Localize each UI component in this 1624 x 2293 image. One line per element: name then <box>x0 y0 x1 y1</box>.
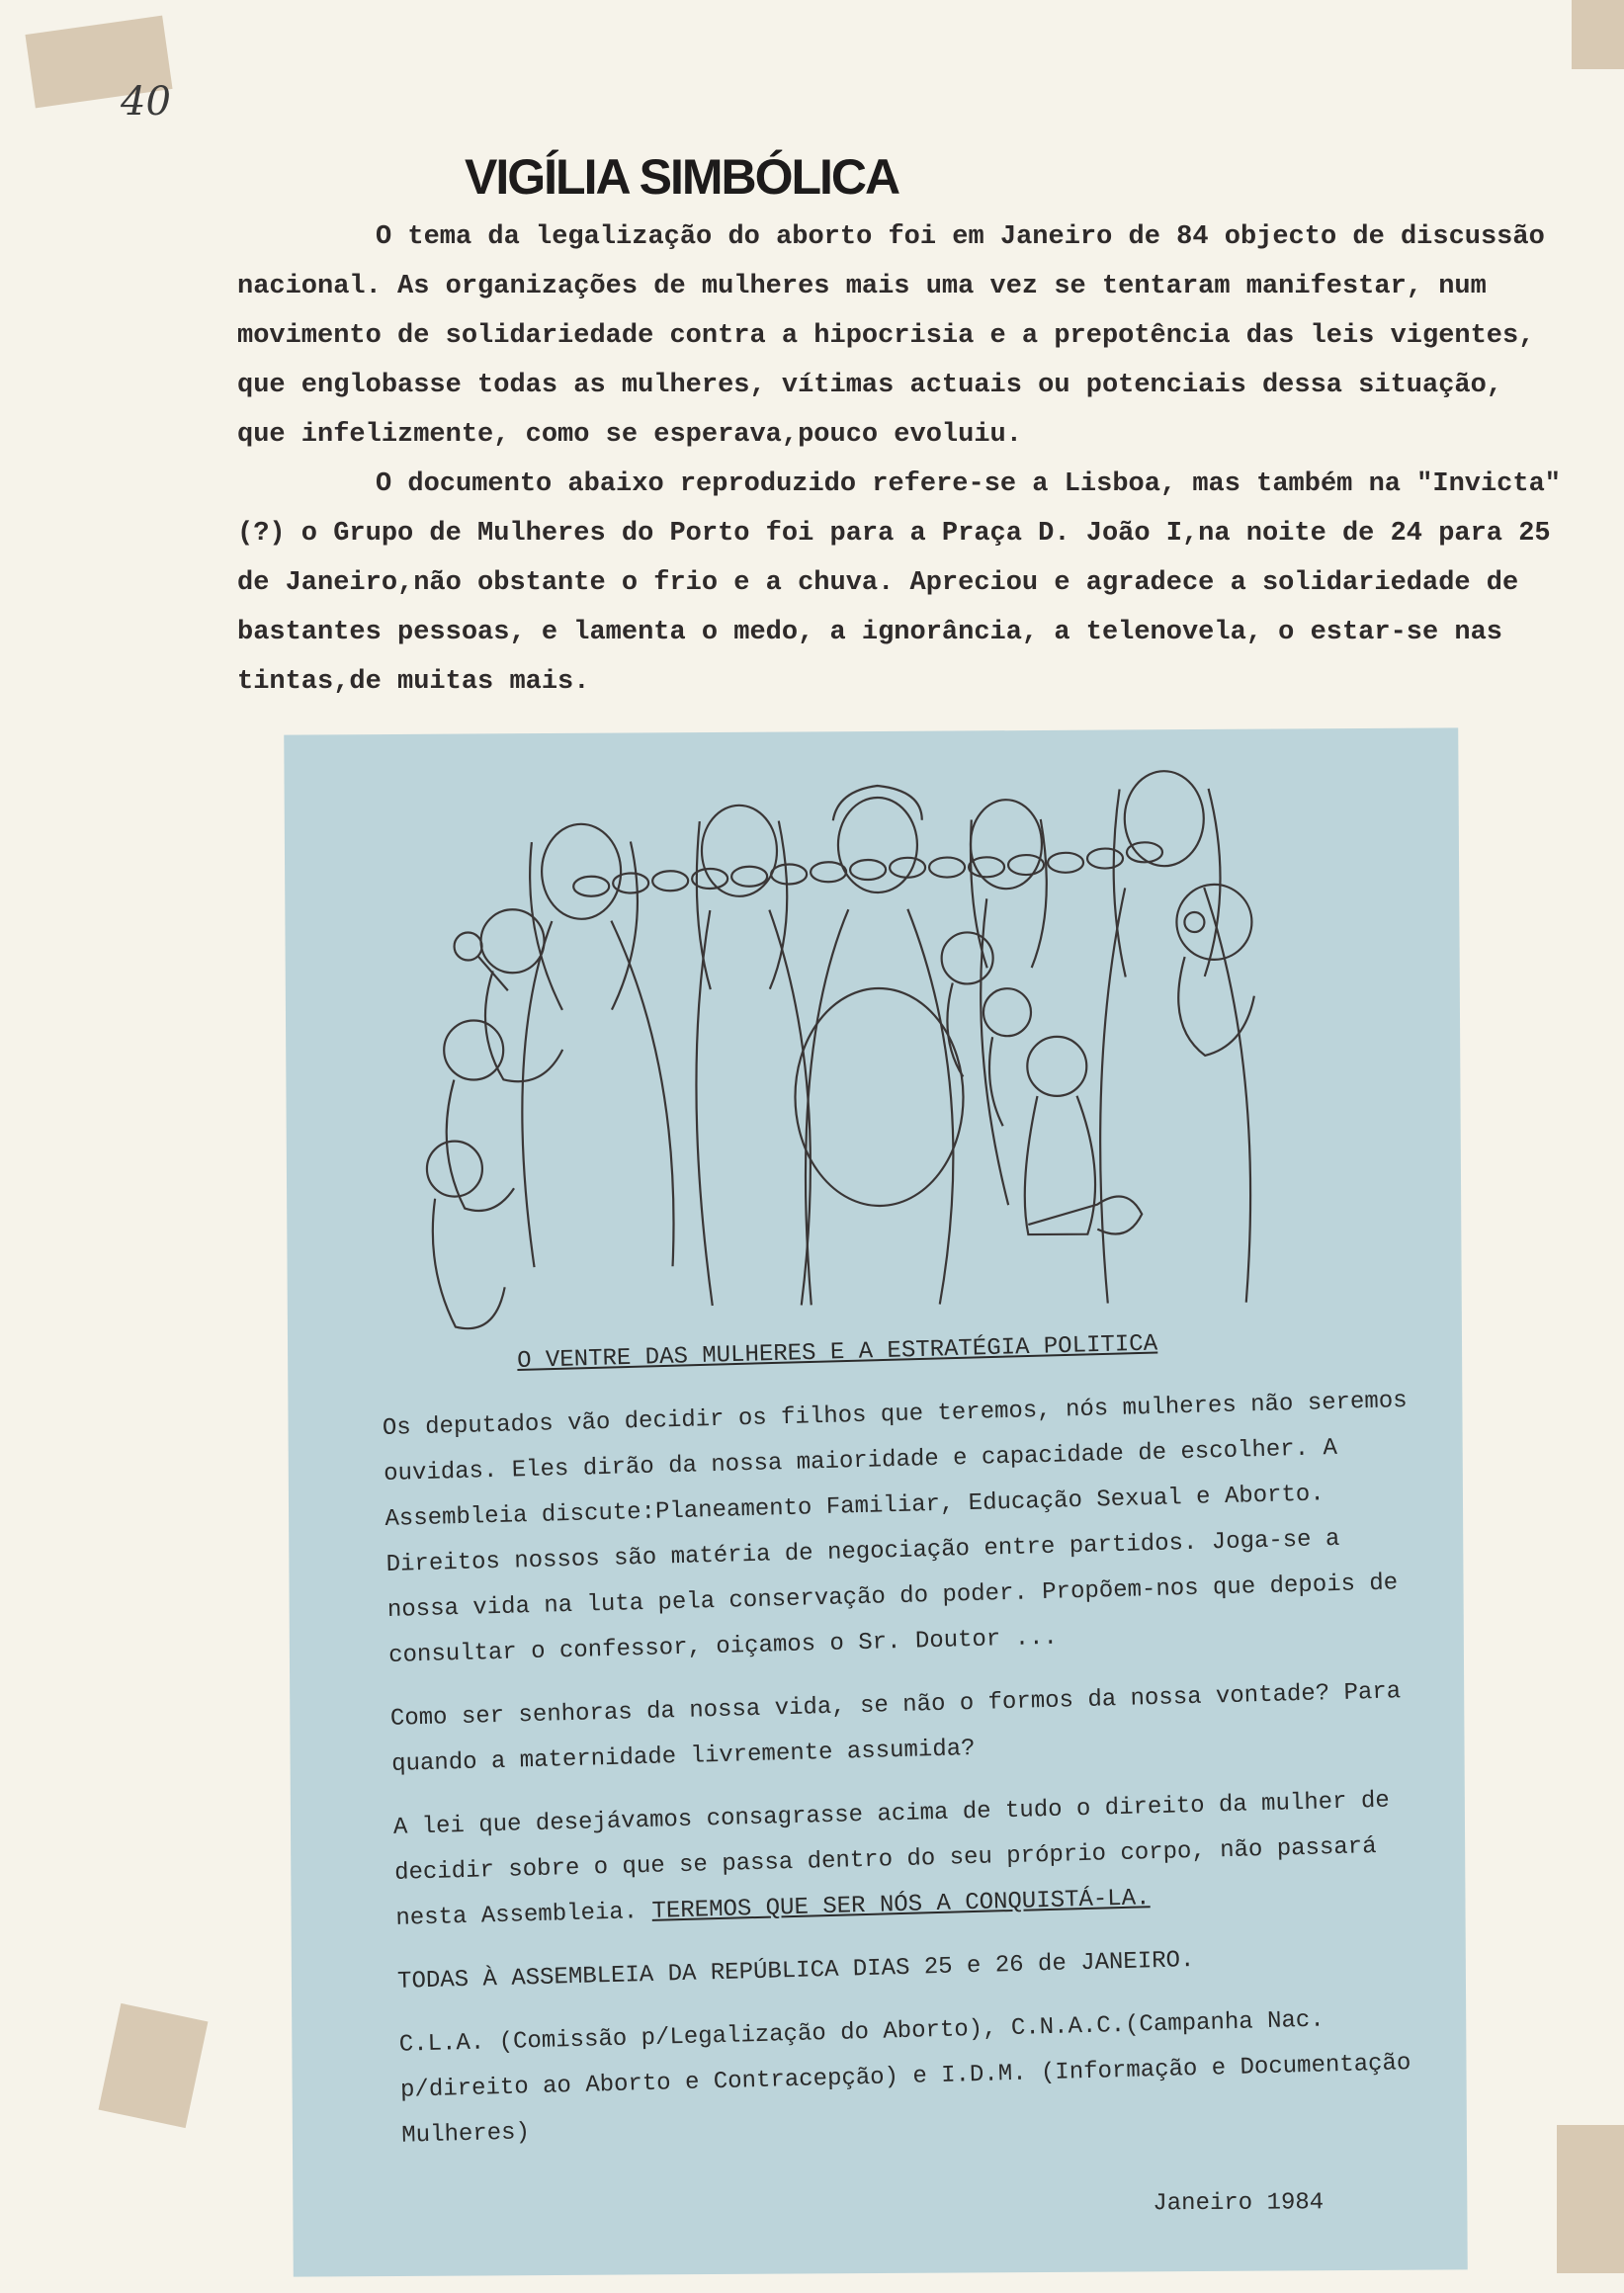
women-chained-with-children-drawing <box>412 748 1306 1346</box>
tape-bottom-left <box>99 2003 209 2128</box>
flyer-paragraph <box>392 1778 1423 1942</box>
child-figure <box>941 932 993 1076</box>
flyer-underlined-slogan: TEREMOS QUE SER NÓS A CONQUISTÁ-LA. <box>651 1885 1151 1925</box>
woman-figure <box>1098 771 1251 1304</box>
page-number: 40 <box>121 79 171 125</box>
flyer-call-to-action: TODAS À ASSEMBLEIA DA REPÚBLICA DIAS 25 e 26 de JANEIRO. <box>396 1947 1195 1996</box>
flyer-heading: O VENTRE DAS MULHERES E A ESTRATÉGIA POLITICA <box>516 1330 1158 1375</box>
tape-bottom-right <box>1557 2125 1624 2273</box>
flyer-paragraph-text: A lei que desejávamos consagrasse acima de tudo o direito da mulher de decidir sobre o que se passa dentro do seu próprio corpo, não passará nesta Assembleia. <box>392 1787 1391 1932</box>
flyer <box>284 727 1468 2276</box>
child-figure <box>1024 1036 1143 1234</box>
child-figure <box>427 1141 505 1328</box>
child-figure <box>983 988 1032 1126</box>
flyer-signatories: C.L.A. (Comissão p/Legalização do Aborto), C.N.A.C.(Campanha Nac. p/direito ao Aborto e Contracepção) e I.D.M. (Informação e Documentação Mulheres) <box>398 2006 1411 2150</box>
page-title: VIGÍLIA SIMBÓLICA <box>465 149 899 205</box>
woman-figure <box>521 823 674 1267</box>
baby-figure <box>1176 885 1254 1056</box>
flyer-body <box>382 1379 1430 2177</box>
child-figure <box>480 909 562 1081</box>
intro-text <box>237 212 1562 707</box>
rattle-icon <box>454 932 507 990</box>
chain <box>573 842 1162 896</box>
flyer-paragraph: Como ser senhoras da nossa vida, se não o formos da nossa vontade? Para quando a maternidade livremente assumida? <box>389 1678 1402 1778</box>
flyer-date: Janeiro 1984 <box>1153 2189 1325 2218</box>
flyer-paragraph: Os deputados vão decidir os filhos que teremos, nós mulheres não seremos ouvidas. Eles dirão da nossa maioridade e capacidade de escolher. A Assembleia discute:Planeamento Familiar, Educação Sexual e Aborto. Direitos nossos são matéria de negociação entre partidos. Joga-se a nossa vida na luta pela conservação do poder. Propõem-nos que depois de consultar o confessor, oiçamos o Sr. Doutor ... <box>382 1387 1408 1669</box>
intro-paragraph: O documento abaixo reproduzido refere-se a Lisboa, mas também na "Invicta"(?) o Grupo de Mulheres do Porto foi para a Praça D. João I,na noite de 24 para 25 de Janeiro,não obstante o frio e a chuva. Apreciou e agradece a solidariedade de bastantes pessoas, e lamenta o medo, a ignorância, a telenovela, o estar-se nas tintas,de muitas mais. <box>237 469 1561 697</box>
woman-figure <box>695 805 812 1306</box>
tape-top-right <box>1572 0 1624 69</box>
intro-paragraph: O tema da legalização do aborto foi em Janeiro de 84 objecto de discussão nacional. As organizações de mulheres mais uma vez se tentaram manifestar, num movimento de solidariedade contra a hipocrisia e a prepotência das leis vigentes, que englobasse todas as mulheres, vítimas actuais ou potenciais dessa situação, que infelizmente, como se esperava,pouco evoluiu. <box>237 222 1545 450</box>
